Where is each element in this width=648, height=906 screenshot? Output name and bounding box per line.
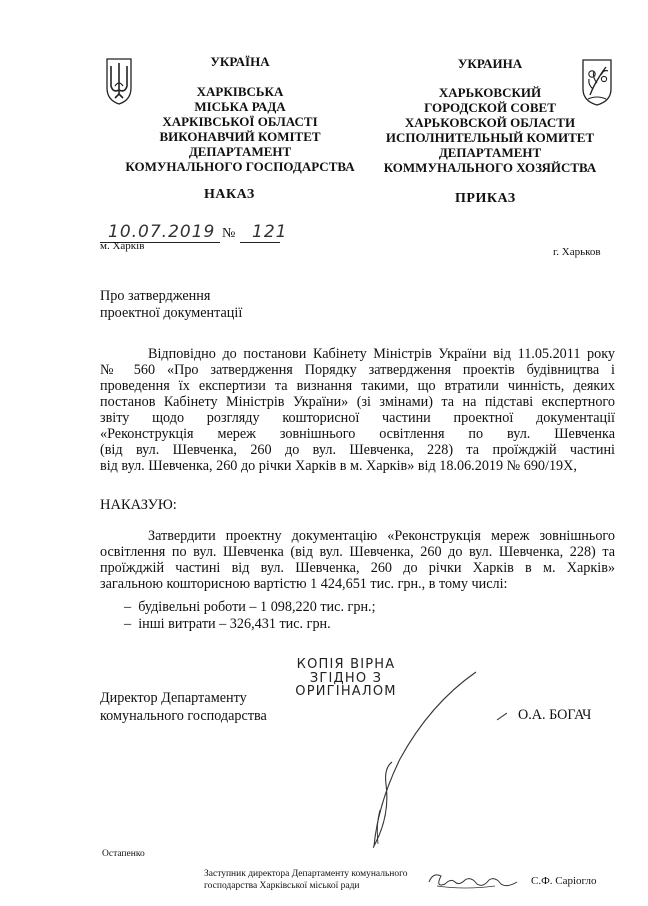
approval-signature-icon xyxy=(425,868,525,892)
right-header-line: ДЕПАРТАМЕНТ xyxy=(438,145,542,160)
dash-mark xyxy=(497,713,507,721)
order-title-uk: НАКАЗ xyxy=(204,187,255,202)
signatory-position xyxy=(100,689,267,725)
subject-line: Про затвердження xyxy=(100,288,211,304)
stamp-line: ЗГІДНО З xyxy=(309,670,383,686)
cost-item-text: будівельні роботи – 1 098,220 тис. грн.; xyxy=(138,599,376,615)
list-dash-icon: – xyxy=(124,615,139,632)
order-date: 10.07.2019 xyxy=(108,222,216,242)
order-number: 121 xyxy=(252,222,288,242)
right-header-line: ХАРЬКОВСКОЙ ОБЛАСТИ xyxy=(404,115,576,130)
signatory-position-line: комунального господарства xyxy=(100,708,267,724)
director-signature-icon xyxy=(360,664,490,854)
left-header xyxy=(125,54,355,174)
decision-line: загальною кошторисною вартістю 1 424,651 тис. грн., в тому числі: xyxy=(100,576,508,592)
cost-item-text: інші витрати – 326,431 тис. грн. xyxy=(138,615,331,632)
left-header-line: ВИКОНАВЧИЙ КОМІТЕТ xyxy=(159,129,321,144)
city-coat-of-arms-icon xyxy=(580,57,614,107)
preamble-line: (від вул. Шевченка, 260 до вул. Шевченка, 228) та проїжджій частині xyxy=(100,442,615,458)
list-dash-icon: – xyxy=(124,599,139,615)
preamble-line: «Реконструкція мереж зовнішнього освітлення по вул. Шевченка xyxy=(100,426,615,442)
left-header-line: ДЕПАРТАМЕНТ xyxy=(188,144,292,159)
stamp-line: КОПІЯ ВІРНА xyxy=(296,657,396,672)
cost-items-list xyxy=(124,599,376,632)
left-header-country: УКРАЇНА xyxy=(210,54,270,69)
cost-item xyxy=(124,616,376,633)
number-underline xyxy=(240,242,280,243)
right-header-country: УКРАИНА xyxy=(457,56,523,71)
cost-item xyxy=(124,599,376,616)
order-subject xyxy=(100,288,242,322)
right-header xyxy=(370,56,610,175)
left-header-line: МІСЬКА РАДА xyxy=(194,99,286,114)
order-word: НАКАЗУЮ: xyxy=(100,497,177,513)
left-header-line: КОМУНАЛЬНОГО ГОСПОДАРСТВА xyxy=(125,159,355,174)
right-header-line: ИСПОЛНИТЕЛЬНЫЙ КОМИТЕТ xyxy=(385,130,595,145)
order-title-ru: ПРИКАЗ xyxy=(455,191,516,206)
approval-line: Заступник директора Департаменту комунального xyxy=(204,869,408,879)
left-header-line: ХАРКІВСЬКА xyxy=(196,84,284,99)
approval-position xyxy=(204,869,408,892)
decision-line: Затвердити проектну документацію «Реконструкція мереж зовнішнього xyxy=(148,528,615,544)
preamble-line: звіту щодо розгляду кошторисної частини проектної документації xyxy=(100,410,615,426)
right-header-line: ГОРОДСКОЙ СОВЕТ xyxy=(424,100,556,115)
preamble-line: постанов Кабінету Міністрів України» (зі змінами) та на підставі експертного xyxy=(100,394,615,410)
place-ru: г. Харьков xyxy=(553,246,601,258)
order-number-sign: № xyxy=(222,226,236,241)
preamble-paragraph xyxy=(100,346,615,474)
right-header-line: КОММУНАЛЬНОГО ХОЗЯЙСТВА xyxy=(383,160,597,175)
place-uk: м. Харків xyxy=(100,240,145,252)
preamble-line: проведення їх експертизи та визнання такими, що втратили чинність, деяких xyxy=(100,378,615,394)
executor-name: Остапенко xyxy=(102,849,145,859)
preamble-line: № 560 «Про затвердження Порядку затвердження проектів будівництва і xyxy=(100,362,615,378)
decision-line: освітлення по вул. Шевченка (від вул. Шевченка, 260 до вул. Шевченка, 228) та xyxy=(100,544,615,560)
signatory-name: О.А. БОГАЧ xyxy=(518,707,592,723)
right-header-line: ХАРЬКОВСКИЙ xyxy=(438,85,542,100)
decision-paragraph xyxy=(100,528,615,592)
decision-line: проїжджій частині від вул. Шевченка, 260 до річки Харків в м. Харків» xyxy=(100,560,615,576)
left-header-line: ХАРКІВСЬКОЇ ОБЛАСТІ xyxy=(162,114,318,129)
stamp-line: ОРИГІНАЛОМ xyxy=(295,684,397,699)
subject-line: проектної документації xyxy=(100,305,243,321)
signatory-position-line: Директор Департаменту xyxy=(100,690,247,706)
approval-name: С.Ф. Саріогло xyxy=(531,875,597,887)
preamble-line: Відповідно до постанови Кабінету Міністрів України від 11.05.2011 року xyxy=(148,346,615,362)
approval-line: господарства Харківської міської ради xyxy=(204,880,360,891)
preamble-line: від вул. Шевченка, 260 до річки Харків в м. Харків» від 18.06.2019 № 690/19Х, xyxy=(100,458,577,474)
